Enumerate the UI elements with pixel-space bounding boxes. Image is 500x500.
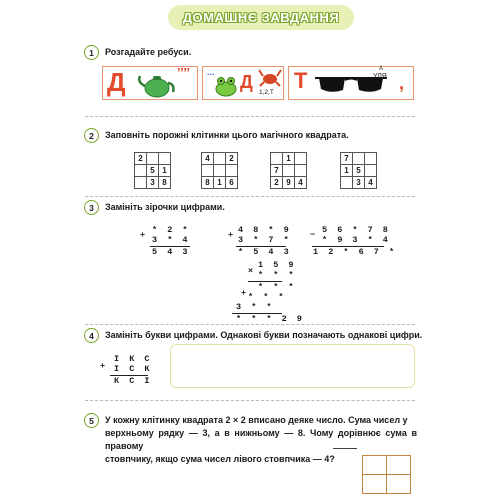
cell[interactable]: 2 — [226, 153, 238, 165]
cell[interactable]: 5 — [353, 165, 365, 177]
cell[interactable] — [214, 153, 226, 165]
cell[interactable]: 1 — [341, 165, 353, 177]
magic-square-3 — [270, 152, 307, 189]
task-4-number: 4 — [84, 328, 99, 343]
sum: * 5 4 3 — [238, 247, 292, 257]
cell[interactable]: 7 — [341, 153, 353, 165]
product: * * * 2 9 — [236, 314, 305, 324]
task-3-number: 3 — [84, 200, 99, 215]
magic-square-1 — [134, 152, 171, 189]
cell[interactable]: 2 — [271, 177, 283, 189]
cell[interactable] — [295, 165, 307, 177]
cell[interactable]: 1 — [214, 177, 226, 189]
task-2-text: Заповніть порожні клітинки цього магічного квадрата. — [105, 130, 349, 140]
divider — [85, 196, 415, 197]
minuend: 5 6 * 7 8 — [322, 225, 391, 235]
cell[interactable]: 3 — [147, 177, 159, 189]
cell[interactable] — [363, 475, 387, 494]
task-3-text: Замініть зірочки цифрами. — [105, 202, 225, 212]
rebus-3-comma: , — [399, 73, 405, 93]
cell[interactable]: 5 — [147, 165, 159, 177]
partial-product-1: * * * — [258, 282, 297, 292]
answer-line[interactable] — [333, 448, 357, 449]
cell[interactable] — [147, 153, 159, 165]
subtrahend: * 9 3 * 4 — [322, 235, 391, 245]
rebus-3-letter: Т — [294, 68, 308, 93]
divider — [85, 324, 415, 325]
cell[interactable] — [365, 153, 377, 165]
divider — [85, 400, 415, 401]
divider — [85, 116, 415, 117]
magic-square-4 — [340, 152, 377, 189]
magic-square-2 — [201, 152, 238, 189]
cell[interactable]: 4 — [202, 153, 214, 165]
addend-1: 4 8 * 9 — [238, 225, 292, 235]
cell[interactable] — [135, 165, 147, 177]
cell[interactable]: 1 — [283, 153, 295, 165]
cell[interactable] — [341, 177, 353, 189]
task-5-line: У кожну клітинку квадрата 2 × 2 вписано деяке число. Сума чисел у — [105, 415, 408, 425]
cell[interactable]: 4 — [295, 177, 307, 189]
addend-1: * 2 * — [152, 225, 191, 235]
cell[interactable] — [365, 165, 377, 177]
cell[interactable] — [214, 165, 226, 177]
task-2-number: 2 — [84, 128, 99, 143]
rebus-1-commas: ’’’’ — [177, 65, 190, 80]
difference: 1 2 * 6 7 * — [313, 247, 397, 257]
cell[interactable]: 6 — [226, 177, 238, 189]
crayfish-icon — [258, 68, 282, 88]
cell[interactable] — [363, 456, 387, 475]
letter-sum: К С І — [114, 376, 153, 386]
rebus-2-letter: Д — [240, 72, 253, 92]
cell[interactable]: 7 — [271, 165, 283, 177]
answer-box[interactable] — [170, 344, 415, 388]
task-1-text: Розгадайте ребуси. — [105, 47, 192, 57]
rebus-1 — [102, 66, 198, 100]
cell[interactable] — [159, 153, 171, 165]
times-sign: × — [248, 266, 256, 276]
rebus-1-letter: Д — [107, 67, 126, 97]
letter-addend-2: І С К — [114, 364, 153, 374]
cell[interactable] — [202, 165, 214, 177]
square-2x2 — [362, 455, 411, 494]
plus-sign: + — [228, 230, 236, 240]
frog-icon — [213, 74, 239, 98]
cell[interactable]: 4 — [365, 177, 377, 189]
cell[interactable] — [353, 153, 365, 165]
homework-banner — [168, 5, 354, 30]
task-1-number: 1 — [84, 45, 99, 60]
sum: 5 4 3 — [152, 247, 191, 257]
addend-2: 3 * 4 — [152, 235, 191, 245]
cell[interactable] — [283, 165, 295, 177]
cell[interactable] — [387, 456, 411, 475]
cell[interactable]: 8 — [202, 177, 214, 189]
cell[interactable]: 9 — [283, 177, 295, 189]
cell[interactable]: 8 — [159, 177, 171, 189]
teapot-icon — [137, 70, 177, 98]
rebus-3-word: УЛЯ — [373, 73, 387, 80]
letter-addend-1: І К С — [114, 354, 153, 364]
partial-product-3: 3 * * — [236, 302, 275, 312]
task-5-number: 5 — [84, 413, 99, 428]
plus-sign: + — [100, 361, 108, 371]
cell[interactable] — [387, 475, 411, 494]
cell[interactable]: 1 — [159, 165, 171, 177]
plus-sign: + — [241, 288, 249, 298]
task-5-line: стовпчику, якщо сума чисел лівого стовпчика — 4? — [105, 454, 335, 464]
cell[interactable] — [271, 153, 283, 165]
page-title: ДОМАШНЄ ЗАВДАННЯ — [182, 10, 340, 25]
rebus-2 — [202, 66, 284, 100]
minus-sign: − — [310, 230, 318, 240]
cell[interactable] — [295, 153, 307, 165]
cell[interactable]: 3 — [353, 177, 365, 189]
multiplier: * * * — [258, 270, 297, 280]
cell[interactable] — [135, 177, 147, 189]
rebus-2-dots: ... — [207, 67, 215, 77]
rebus-3-small-letter: А — [379, 66, 384, 72]
cell[interactable] — [226, 165, 238, 177]
addend-2: 3 * 7 * — [238, 235, 292, 245]
plus-sign: + — [140, 230, 148, 240]
cell[interactable]: 2 — [135, 153, 147, 165]
task-4-text: Замініть букви цифрами. Однакові букви позначають однакові цифри. — [105, 330, 423, 340]
partial-product-2: * * * — [248, 292, 287, 302]
rebus-3 — [288, 66, 414, 100]
task-5-line: верхньому рядку — 3, а в нижньому — 8. Чому дорівнює сума в правому — [105, 428, 417, 451]
multiplicand: 1 5 9 — [258, 260, 297, 270]
rebus-2-numbers: 1,2,Т — [259, 89, 274, 96]
